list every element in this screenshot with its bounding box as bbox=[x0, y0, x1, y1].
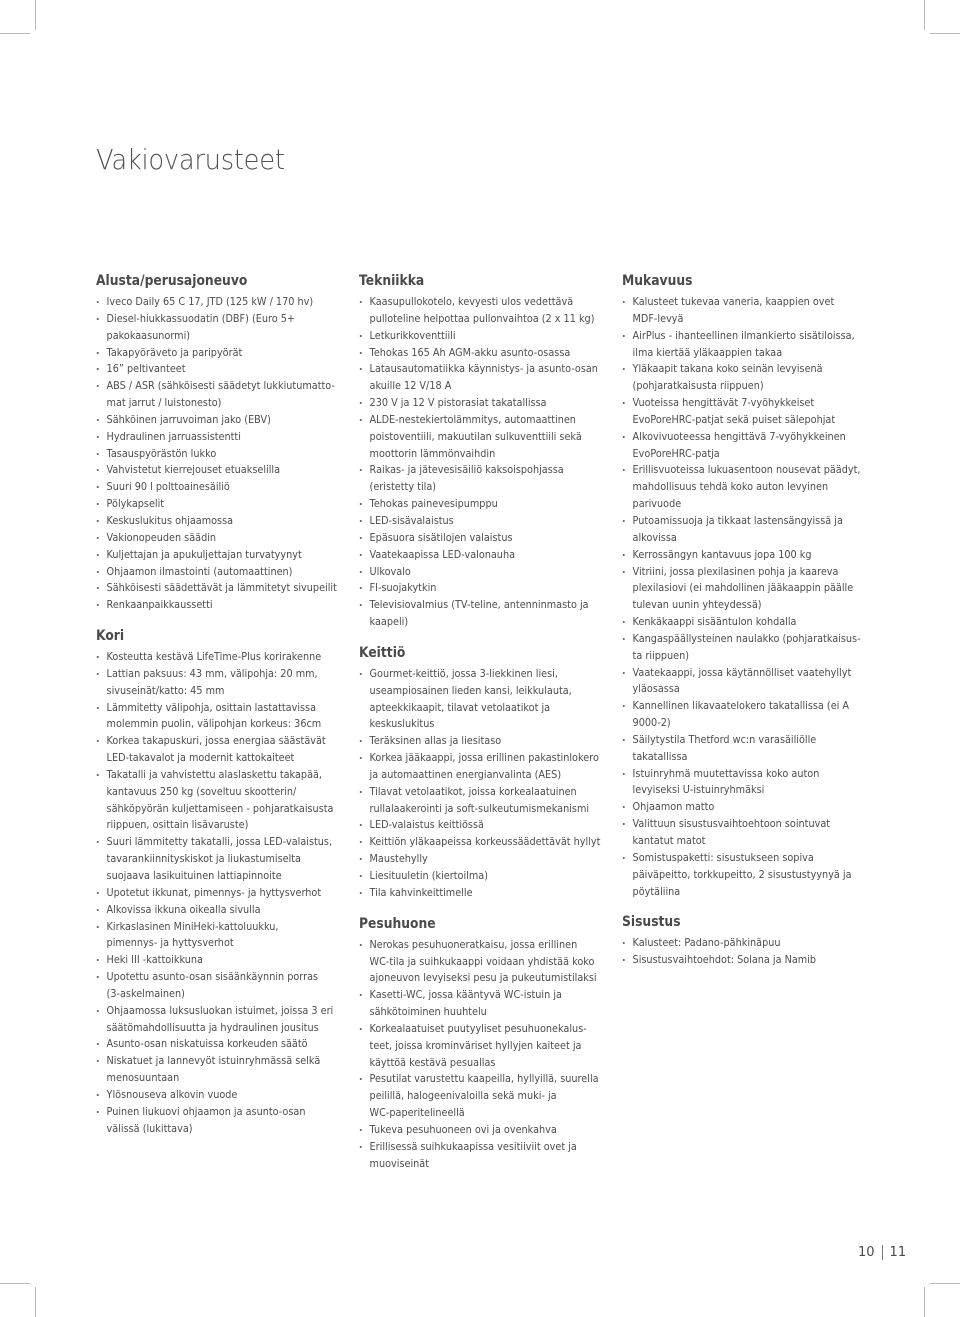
list-item: Vaatekaapissa LED-valonauha bbox=[359, 547, 631, 564]
bullet-list bbox=[622, 294, 894, 900]
list-item: Suuri lämmitetty takatalli, jossa LED-valaistus, tavarankiinnityskiskot ja liukastumiselta suojaava lasikuituinen lattiapinnoite bbox=[96, 834, 368, 885]
list-item: Säilytystila Thetford wc:n varasäiliölle takatallissa bbox=[622, 732, 894, 766]
list-item: Kuljettajan ja apukuljettajan turvatyynyt bbox=[96, 547, 368, 564]
list-item: Epäsuora sisätilojen valaistus bbox=[359, 530, 631, 547]
list-item: Tila kahvinkeittimelle bbox=[359, 885, 631, 902]
list-item: Keittiön yläkaapeissa korkeussäädettävät hyllyt bbox=[359, 834, 631, 851]
list-item: Tukeva pesuhuoneen ovi ja ovenkahva bbox=[359, 1122, 631, 1139]
list-item: Tehokas painevesipumppu bbox=[359, 496, 631, 513]
section-title: Sisustus bbox=[622, 914, 681, 931]
section-title: Keittiö bbox=[359, 644, 406, 661]
list-item: Alkovissa ikkuna oikealla sivulla bbox=[96, 902, 368, 919]
page-number-right: 11 bbox=[889, 1245, 907, 1260]
crop-mark-top-right-h bbox=[930, 33, 960, 34]
list-item: Sähköinen jarruvoiman jako (EBV) bbox=[96, 412, 368, 429]
list-item: Ulkovalo bbox=[359, 564, 631, 581]
list-item: Kaasupullokotelo, kevyesti ulos vedettävä pulloteline helpottaa pullonvaihtoa (2 x 11 kg) bbox=[359, 294, 631, 328]
crop-mark-bottom-right-h bbox=[930, 1283, 960, 1284]
list-item: Nerokas pesuhuoneratkaisu, jossa erillinen WC-tila ja suihkukaappi voidaan yhdistää koko ajoneuvon levyiseksi pesu ja pukeutumistilaksi bbox=[359, 937, 631, 988]
list-item: Somistuspaketti: sisustukseen sopiva päiväpeitto, torkkupeitto, 2 sisustustyynyä ja pöytäliina bbox=[622, 850, 894, 901]
list-item: Maustehylly bbox=[359, 851, 631, 868]
section-title: Kori bbox=[96, 628, 125, 645]
list-item: Kalusteet tukevaa vaneria, kaappien ovet MDF-levyä bbox=[622, 294, 894, 328]
list-item: Tilavat vetolaatikot, joissa korkealaatuinen rullalaakerointi ja soft-sulkeutumismekanismi bbox=[359, 784, 631, 818]
list-item: LED-valaistus keittiössä bbox=[359, 817, 631, 834]
list-item: Gourmet-keittiö, jossa 3-liekkinen liesi, useampiosainen lieden kansi, leikkulauta, apteekkikaapit, tilavat vetolaatikot ja keskuslukitus bbox=[359, 666, 631, 733]
list-item: Kangaspäällysteinen naulakko (pohjaratkaisus- ta riippuen) bbox=[622, 631, 894, 665]
column-2 bbox=[359, 272, 631, 1173]
list-item: ALDE-nestekiertolämmitys, automaattinen poistoventiili, makuutilan sulkuventtiili sekä moottorin lämmönvaihdin bbox=[359, 412, 631, 463]
list-item: Vitriini, jossa plexilasinen pohja ja kaareva plexilasiovi (ei mahdollinen jääkaappin päälle tulevan uunin yhteydessä) bbox=[622, 564, 894, 615]
list-item: Teräksinen allas ja liesitaso bbox=[359, 733, 631, 750]
list-item: Yläkaapit takana koko seinän levyisenä (pohjaratkaisusta riippuen) bbox=[622, 361, 894, 395]
list-item: 16” peltivanteet bbox=[96, 361, 368, 378]
list-item: Takatalli ja vahvistettu alaslaskettu takapää, kantavuus 250 kg (soveltuu skootterin/ sähköpyörän kuljettamiseen - pohjaratkaisusta riippuen, osittain lisävaruste) bbox=[96, 767, 368, 834]
section-title: Mukavuus bbox=[622, 273, 693, 289]
section-title: Alusta/perusajoneuvo bbox=[96, 273, 248, 289]
section bbox=[96, 272, 368, 614]
list-item: Kirkaslasinen MiniHeki-kattoluukku, pimennys- ja hyttysverhot bbox=[96, 919, 368, 953]
crop-mark-top-left bbox=[35, 0, 36, 30]
list-item: Ohjaamon ilmastointi (automaattinen) bbox=[96, 564, 368, 581]
list-item: Diesel-hiukkassuodatin (DBF) (Euro 5+ pakokaasunormi) bbox=[96, 311, 368, 345]
list-item: Kenkäkaappi sisääntulon kohdalla bbox=[622, 614, 894, 631]
list-item: Alkovivuoteessa hengittävä 7-vyöhykkeinen EvoPoreHRC-patja bbox=[622, 429, 894, 463]
crop-mark-top-right bbox=[924, 0, 925, 30]
list-item: Televisiovalmius (TV-teline, antenninmasto ja kaapeli) bbox=[359, 597, 631, 631]
list-item: Ohjaamossa luksusluokan istuimet, joissa 3 eri säätömahdollisuutta ja hydraulinen jousitus bbox=[96, 1003, 368, 1037]
list-item: Kalusteet: Padano-pähkinäpuu bbox=[622, 935, 894, 952]
bullet-list bbox=[96, 294, 368, 614]
crop-mark-bottom-left-h bbox=[0, 1283, 30, 1284]
list-item: Putoamissuoja ja tikkaat lastensängyissä ja alkovissa bbox=[622, 513, 894, 547]
list-item: Hydraulinen jarruassistentti bbox=[96, 429, 368, 446]
section bbox=[96, 627, 368, 1137]
list-item: Erillisvuoteissa lukuasentoon nousevat päädyt, mahdollisuus tehdä koko auton levyinen parivuode bbox=[622, 462, 894, 513]
list-item: Korkealaatuiset puutyyliset pesuhuonekalus- teet, joissa krominväriset hyllyjen kaiteet ja käyttöä kestävä pesuallas bbox=[359, 1021, 631, 1072]
list-item: Renkaanpaikkaussetti bbox=[96, 597, 368, 614]
list-item: Lattian paksuus: 43 mm, välipohja: 20 mm, sivuseinät/katto: 45 mm bbox=[96, 666, 368, 700]
list-item: Istuinryhmä muutettavissa koko auton levyiseksi U-istuinryhmäksi bbox=[622, 766, 894, 800]
list-item: Pesutilat varustettu kaapeilla, hyllyillä, suurella peilillä, halogeenivaloilla sekä muki- ja WC-paperitelineellä bbox=[359, 1071, 631, 1122]
list-item: FI-suojakytkin bbox=[359, 580, 631, 597]
list-item: Kasetti-WC, jossa kääntyvä WC-istuin ja sähkötoiminen huuhtelu bbox=[359, 987, 631, 1021]
column-1 bbox=[96, 272, 368, 1138]
list-item: Heki III -kattoikkuna bbox=[96, 952, 368, 969]
bullet-list bbox=[96, 649, 368, 1137]
list-item: Sisustusvaihtoehdot: Solana ja Namib bbox=[622, 952, 894, 969]
list-item: Raikas- ja jätevesisäiliö kaksoispohjassa (eristetty tila) bbox=[359, 462, 631, 496]
bullet-list bbox=[359, 294, 631, 631]
bullet-list bbox=[622, 935, 894, 969]
list-item: Korkea takapuskuri, jossa energiaa säästävät LED-takavalot ja modernit kattokaiteet bbox=[96, 733, 368, 767]
list-item: ABS / ASR (sähköisesti säädetyt lukkiutumatto- mat jarrut / luistonesto) bbox=[96, 378, 368, 412]
list-item: Upotettu asunto-osan sisäänkäynnin porras (3-askelmainen) bbox=[96, 969, 368, 1003]
list-item: Korkea jääkaappi, jossa erillinen pakastinlokero ja automaattinen energianvalinta (AES) bbox=[359, 750, 631, 784]
list-item: Vakionopeuden säädin bbox=[96, 530, 368, 547]
list-item: Liesituuletin (kiertoilma) bbox=[359, 868, 631, 885]
list-item: Upotetut ikkunat, pimennys- ja hyttysverhot bbox=[96, 885, 368, 902]
list-item: LED-sisävalaistus bbox=[359, 513, 631, 530]
list-item: Tasauspyörästön lukko bbox=[96, 446, 368, 463]
list-item: Suuri 90 l polttoainesäiliö bbox=[96, 479, 368, 496]
list-item: 230 V ja 12 V pistorasiat takatallissa bbox=[359, 395, 631, 412]
section bbox=[622, 913, 894, 969]
page-number-divider bbox=[882, 1245, 883, 1260]
list-item: Iveco Daily 65 C 17, JTD (125 kW / 170 hv) bbox=[96, 294, 368, 311]
list-item: Erillisessä suihkukaapissa vesitiiviit ovet ja muoviseinät bbox=[359, 1139, 631, 1173]
section bbox=[359, 272, 631, 631]
bullet-list bbox=[359, 937, 631, 1173]
list-item: Takapyöräveto ja paripyörät bbox=[96, 345, 368, 362]
list-item: Ylösnouseva alkovin vuode bbox=[96, 1087, 368, 1104]
list-item: AirPlus - ihanteellinen ilmankierto sisätiloissa, ilma kiertää yläkaappien takaa bbox=[622, 328, 894, 362]
list-item: Kannellinen likavaatelokero takatallissa (ei A 9000-2) bbox=[622, 698, 894, 732]
page-numbers bbox=[858, 1245, 906, 1260]
crop-mark-bottom-right bbox=[924, 1287, 925, 1317]
list-item: Vuoteissa hengittävät 7-vyöhykkeiset EvoPoreHRC-patjat sekä puiset sälepohjat bbox=[622, 395, 894, 429]
list-item: Lämmitetty välipohja, osittain lastattavissa molemmin puolin, välipohjan korkeus: 36cm bbox=[96, 700, 368, 734]
crop-mark-bottom-left bbox=[35, 1287, 36, 1317]
list-item: Niskatuet ja lannevyöt istuinryhmässä selkä menosuuntaan bbox=[96, 1053, 368, 1087]
list-item: Tehokas 165 Ah AGM-akku asunto-osassa bbox=[359, 345, 631, 362]
list-item: Keskuslukitus ohjaamossa bbox=[96, 513, 368, 530]
page-number-left: 10 bbox=[858, 1245, 875, 1260]
list-item: Valittuun sisustusvaihtoehtoon sointuvat kantatut matot bbox=[622, 816, 894, 850]
list-item: Latausautomatiikka käynnistys- ja asunto-osan akuille 12 V/18 A bbox=[359, 361, 631, 395]
list-item: Ohjaamon matto bbox=[622, 799, 894, 816]
list-item: Vaatekaappi, jossa käytännölliset vaatehyllyt yläosassa bbox=[622, 665, 894, 699]
column-3 bbox=[622, 272, 894, 969]
list-item: Vahvistetut kierrejouset etuakselilla bbox=[96, 462, 368, 479]
crop-mark-top-left-h bbox=[0, 33, 30, 34]
page-title: Vakiovarusteet bbox=[96, 143, 285, 176]
bullet-list bbox=[359, 666, 631, 902]
list-item: Pölykapselit bbox=[96, 496, 368, 513]
list-item: Kosteutta kestävä LifeTime-Plus korirakenne bbox=[96, 649, 368, 666]
section bbox=[622, 272, 894, 900]
list-item: Puinen liukuovi ohjaamon ja asunto-osan välissä (lukittava) bbox=[96, 1104, 368, 1138]
list-item: Kerrossängyn kantavuus jopa 100 kg bbox=[622, 547, 894, 564]
list-item: Sähköisesti säädettävät ja lämmitetyt sivupeilit bbox=[96, 580, 368, 597]
list-item: Asunto-osan niskatuissa korkeuden säätö bbox=[96, 1036, 368, 1053]
section-title: Tekniikka bbox=[359, 273, 425, 289]
list-item: Letkurikkoventtiili bbox=[359, 328, 631, 345]
section-title: Pesuhuone bbox=[359, 915, 436, 932]
section bbox=[359, 915, 631, 1173]
section bbox=[359, 644, 631, 902]
